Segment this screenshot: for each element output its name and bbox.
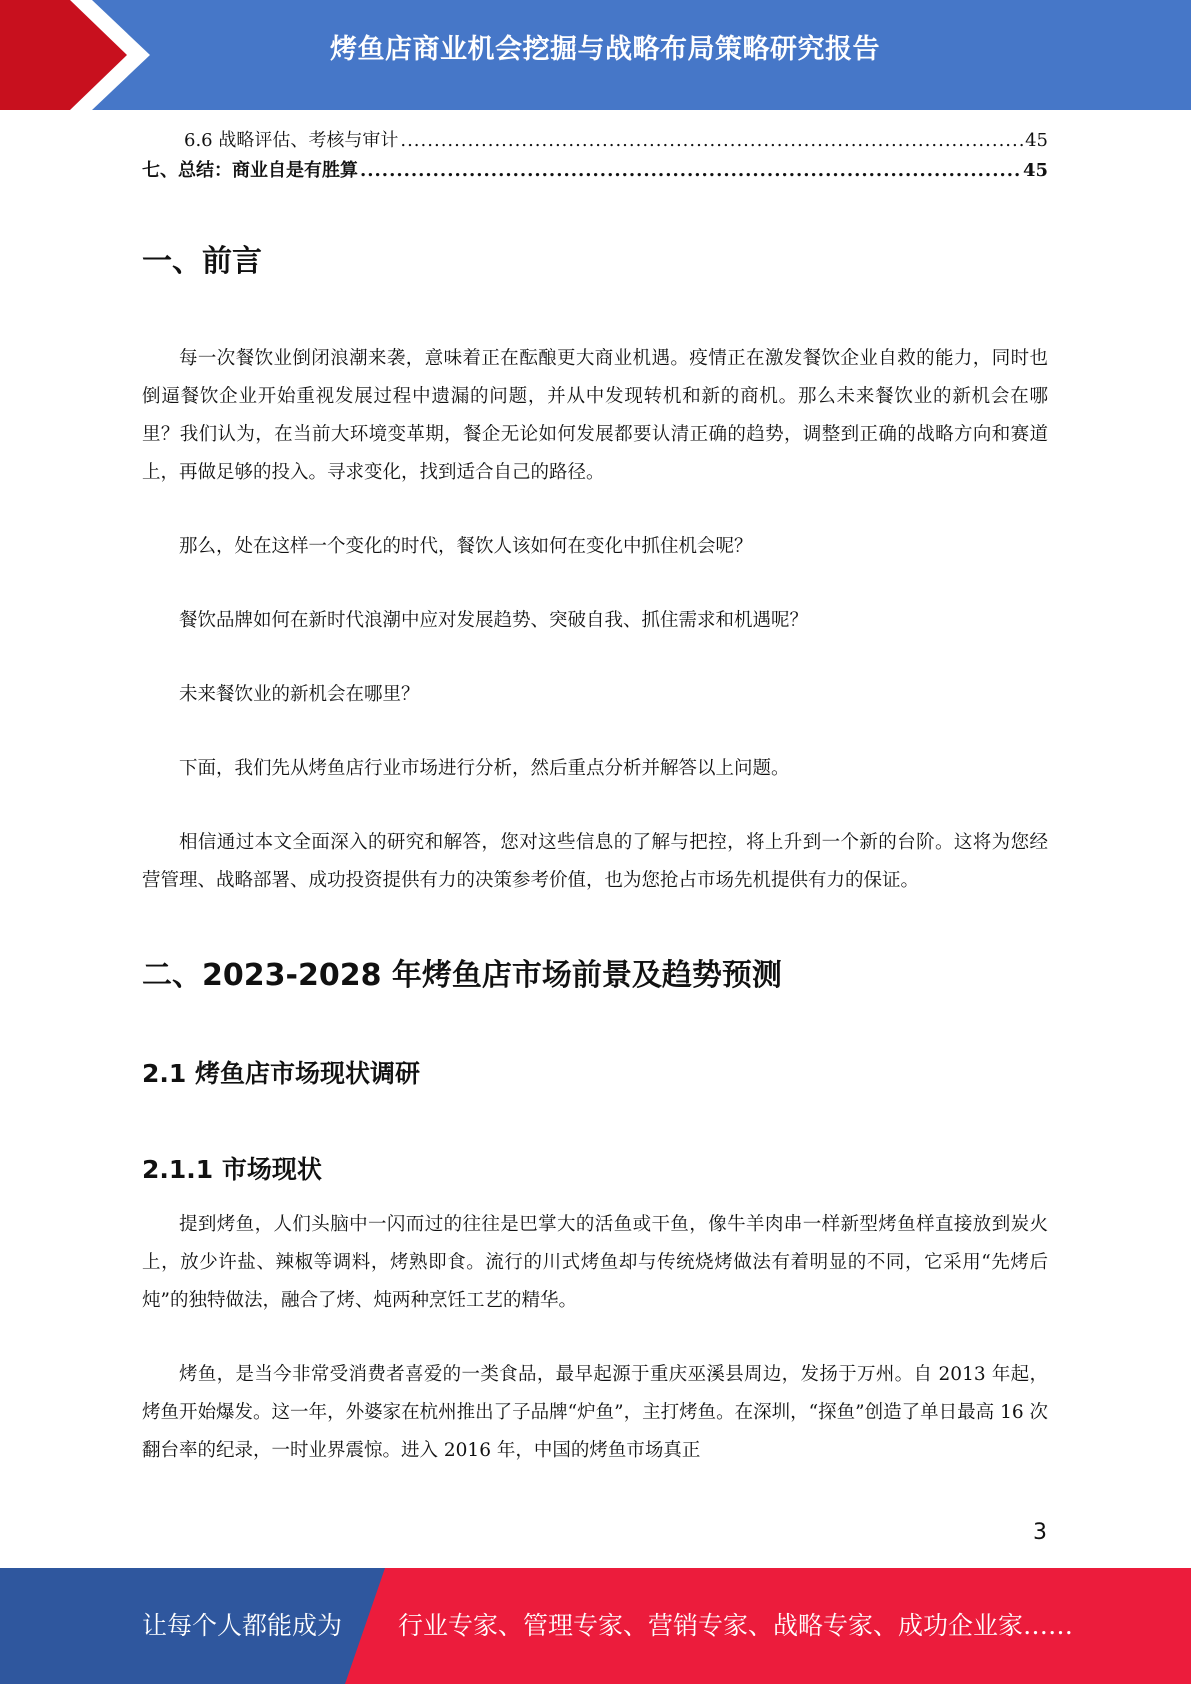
- footer-slogan-left: 让每个人都能成为: [142, 1611, 343, 1640]
- toc-entry-page: 45: [1025, 130, 1048, 151]
- footer-slogan-right: 行业专家、管理专家、营销专家、战略专家、成功企业家……: [398, 1611, 1074, 1640]
- toc-entry[interactable]: [142, 126, 1048, 156]
- section-heading-forecast: 二、2023-2028 年烤鱼店市场前景及趋势预测: [142, 958, 782, 993]
- toc-entry-label: 6.6 战略评估、考核与审计: [184, 130, 399, 151]
- page-header: [0, 0, 1191, 110]
- paragraph: 餐饮品牌如何在新时代浪潮中应对发展趋势、突破自我、抓住需求和机遇呢？: [179, 610, 809, 631]
- toc-leader-dots: [360, 156, 1021, 186]
- section-heading-preface: 一、前言: [142, 244, 262, 279]
- paragraph: 烤鱼，是当今非常受消费者喜爱的一类食品，最早起源于重庆巫溪县周边，发扬于万州。自 2013 年起，烤鱼开始爆发。这一年，外婆家在杭州推出了子品牌“炉鱼”，主打烤鱼。在深圳，“探鱼”创造了单日最高 16 次翻台率的纪录，一时业界震惊。进入 2016 年，中国的烤鱼市场真正: [142, 1364, 1048, 1461]
- paragraph: 未来餐饮业的新机会在哪里？: [179, 684, 420, 705]
- report-title: 烤鱼店商业机会挖掘与战略布局策略研究报告: [330, 34, 880, 65]
- paragraph: 相信通过本文全面深入的研究和解答，您对这些信息的了解与把控，将上升到一个新的台阶。这将为您经营管理、战略部署、成功投资提供有力的决策参考价值，也为您抢占市场先机提供有力的保证。: [142, 832, 1048, 891]
- page-number: 3: [1033, 1520, 1047, 1545]
- paragraph: 那么，处在这样一个变化的时代，餐饮人该如何在变化中抓住机会呢？: [179, 536, 753, 557]
- paragraph: 下面，我们先从烤鱼店行业市场进行分析，然后重点分析并解答以上问题。: [179, 758, 790, 779]
- paragraph: 每一次餐饮业倒闭浪潮来袭，意味着正在酝酿更大商业机遇。疫情正在激发餐饮企业自救的能力，同时也倒逼餐饮企业开始重视发展过程中遗漏的问题，并从中发现转机和新的商机。那么未来餐饮业的新机会在哪里？我们认为，在当前大环境变革期，餐企无论如何发展都要认清正确的趋势，调整到正确的战略方向和赛道上，再做足够的投入。寻求变化，找到适合自己的路径。: [142, 348, 1048, 483]
- subsection-heading: 2.1 烤鱼店市场现状调研: [142, 1059, 420, 1088]
- toc-entry[interactable]: [142, 156, 1048, 186]
- page-footer: [0, 1568, 1191, 1684]
- toc-entry-label: 七、总结：商业自是有胜算: [142, 160, 358, 181]
- subsubsection-heading: 2.1.1 市场现状: [142, 1155, 322, 1184]
- page-content: [142, 126, 1048, 1470]
- toc-entry-page: 45: [1022, 160, 1048, 181]
- paragraph: 提到烤鱼，人们头脑中一闪而过的往往是巴掌大的活鱼或干鱼，像牛羊肉串一样新型烤鱼样直接放到炭火上，放少许盐、辣椒等调料，烤熟即食。流行的川式烤鱼却与传统烧烤做法有着明显的不同，它采用“先烤后炖”的独特做法，融合了烤、炖两种烹饪工艺的精华。: [142, 1214, 1048, 1311]
- toc-leader-dots: [400, 126, 1023, 156]
